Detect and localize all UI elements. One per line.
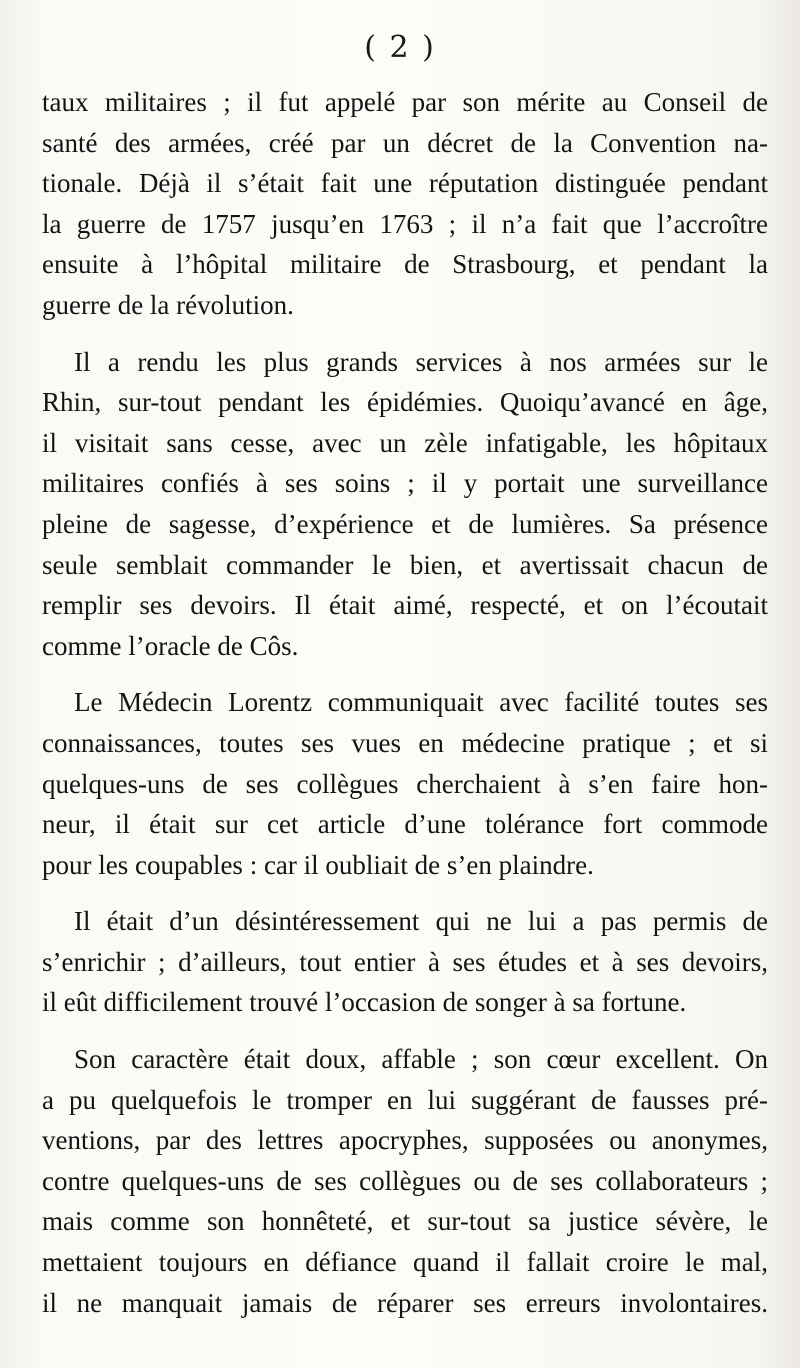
text-line: pour les coupables : car il oubliait de s’en plaindre. [42,849,594,880]
text-line: Rhin, sur-tout pendant les épidémies. Quoiqu’avancé en âge, [42,387,768,418]
text-line: taux militaires ; il fut appelé par son mérite au Conseil de [42,87,768,117]
text-line: mettaient toujours en défiance quand il fallait croire le mal, [42,1247,768,1278]
text-line: Il était d’un désintéressement qui ne lui a pas permis de [74,906,768,937]
text-line: il visitait sans cesse, avec un zèle infatigable, les hôpitaux [42,427,768,458]
text-line: ventions, par des lettres apocryphes, supposées ou anonymes, [42,1125,768,1156]
paragraph-3 [42,682,768,885]
paragraph-1 [42,82,768,326]
paragraph-4 [42,901,768,1023]
text-line: quelques-uns de ses collègues cherchaient à s’en faire hon- [42,768,768,799]
text-line: mais comme son honnêteté, et sur-tout sa justice sévère, le [42,1206,768,1237]
paragraph-5 [42,1039,768,1323]
text-line: militaires confiés à ses soins ; il y portait une surveillance [42,468,768,499]
text-line: s’enrichir ; d’ailleurs, tout entier à ses études et à ses devoirs, [42,946,768,977]
text-line: ensuite à l’hôpital militaire de Strasbourg, et pendant la [42,249,768,280]
text-line: neur, il était sur cet article d’une tolérance fort commode [42,809,768,840]
text-line: il eût difficilement trouvé l’occasion de songer à sa fortune. [42,987,687,1018]
text-line: tionale. Déjà il s’était fait une réputation distinguée pendant [42,168,768,199]
paragraph-2 [42,342,768,667]
text-line: il ne manquait jamais de réparer ses erreurs involontaires. [42,1287,768,1318]
text-line: remplir ses devoirs. Il était aimé, respecté, et on l’écoutait [42,590,768,621]
text-line: seule semblait commander le bien, et avertissait chacun de [42,549,768,580]
text-line: Le Médecin Lorentz communiquait avec facilité toutes ses [74,687,768,718]
text-line: guerre de la révolution. [42,289,294,320]
text-line: comme l’oracle de Côs. [42,630,299,661]
text-line: la guerre de 1757 jusqu’en 1763 ; il n’a fait que l’accroître [42,208,768,239]
text-line: Il a rendu les plus grands services à nos armées sur le [74,346,768,377]
text-line: connaissances, toutes ses vues en médecine pratique ; et si [42,727,768,758]
page-body [42,82,768,1339]
text-line: pleine de sagesse, d’expérience et de lumières. Sa présence [42,508,768,539]
text-line: Son caractère était doux, affable ; son cœur excellent. On [74,1044,768,1075]
text-line: contre quelques-uns de ses collègues ou de ses collaborateurs ; [42,1165,768,1196]
page-number: ( 2 ) [364,30,436,65]
text-line: santé des armées, créé par un décret de la Convention na- [42,127,768,158]
text-line: a pu quelquefois le tromper en lui suggérant de fausses pré- [42,1084,768,1115]
